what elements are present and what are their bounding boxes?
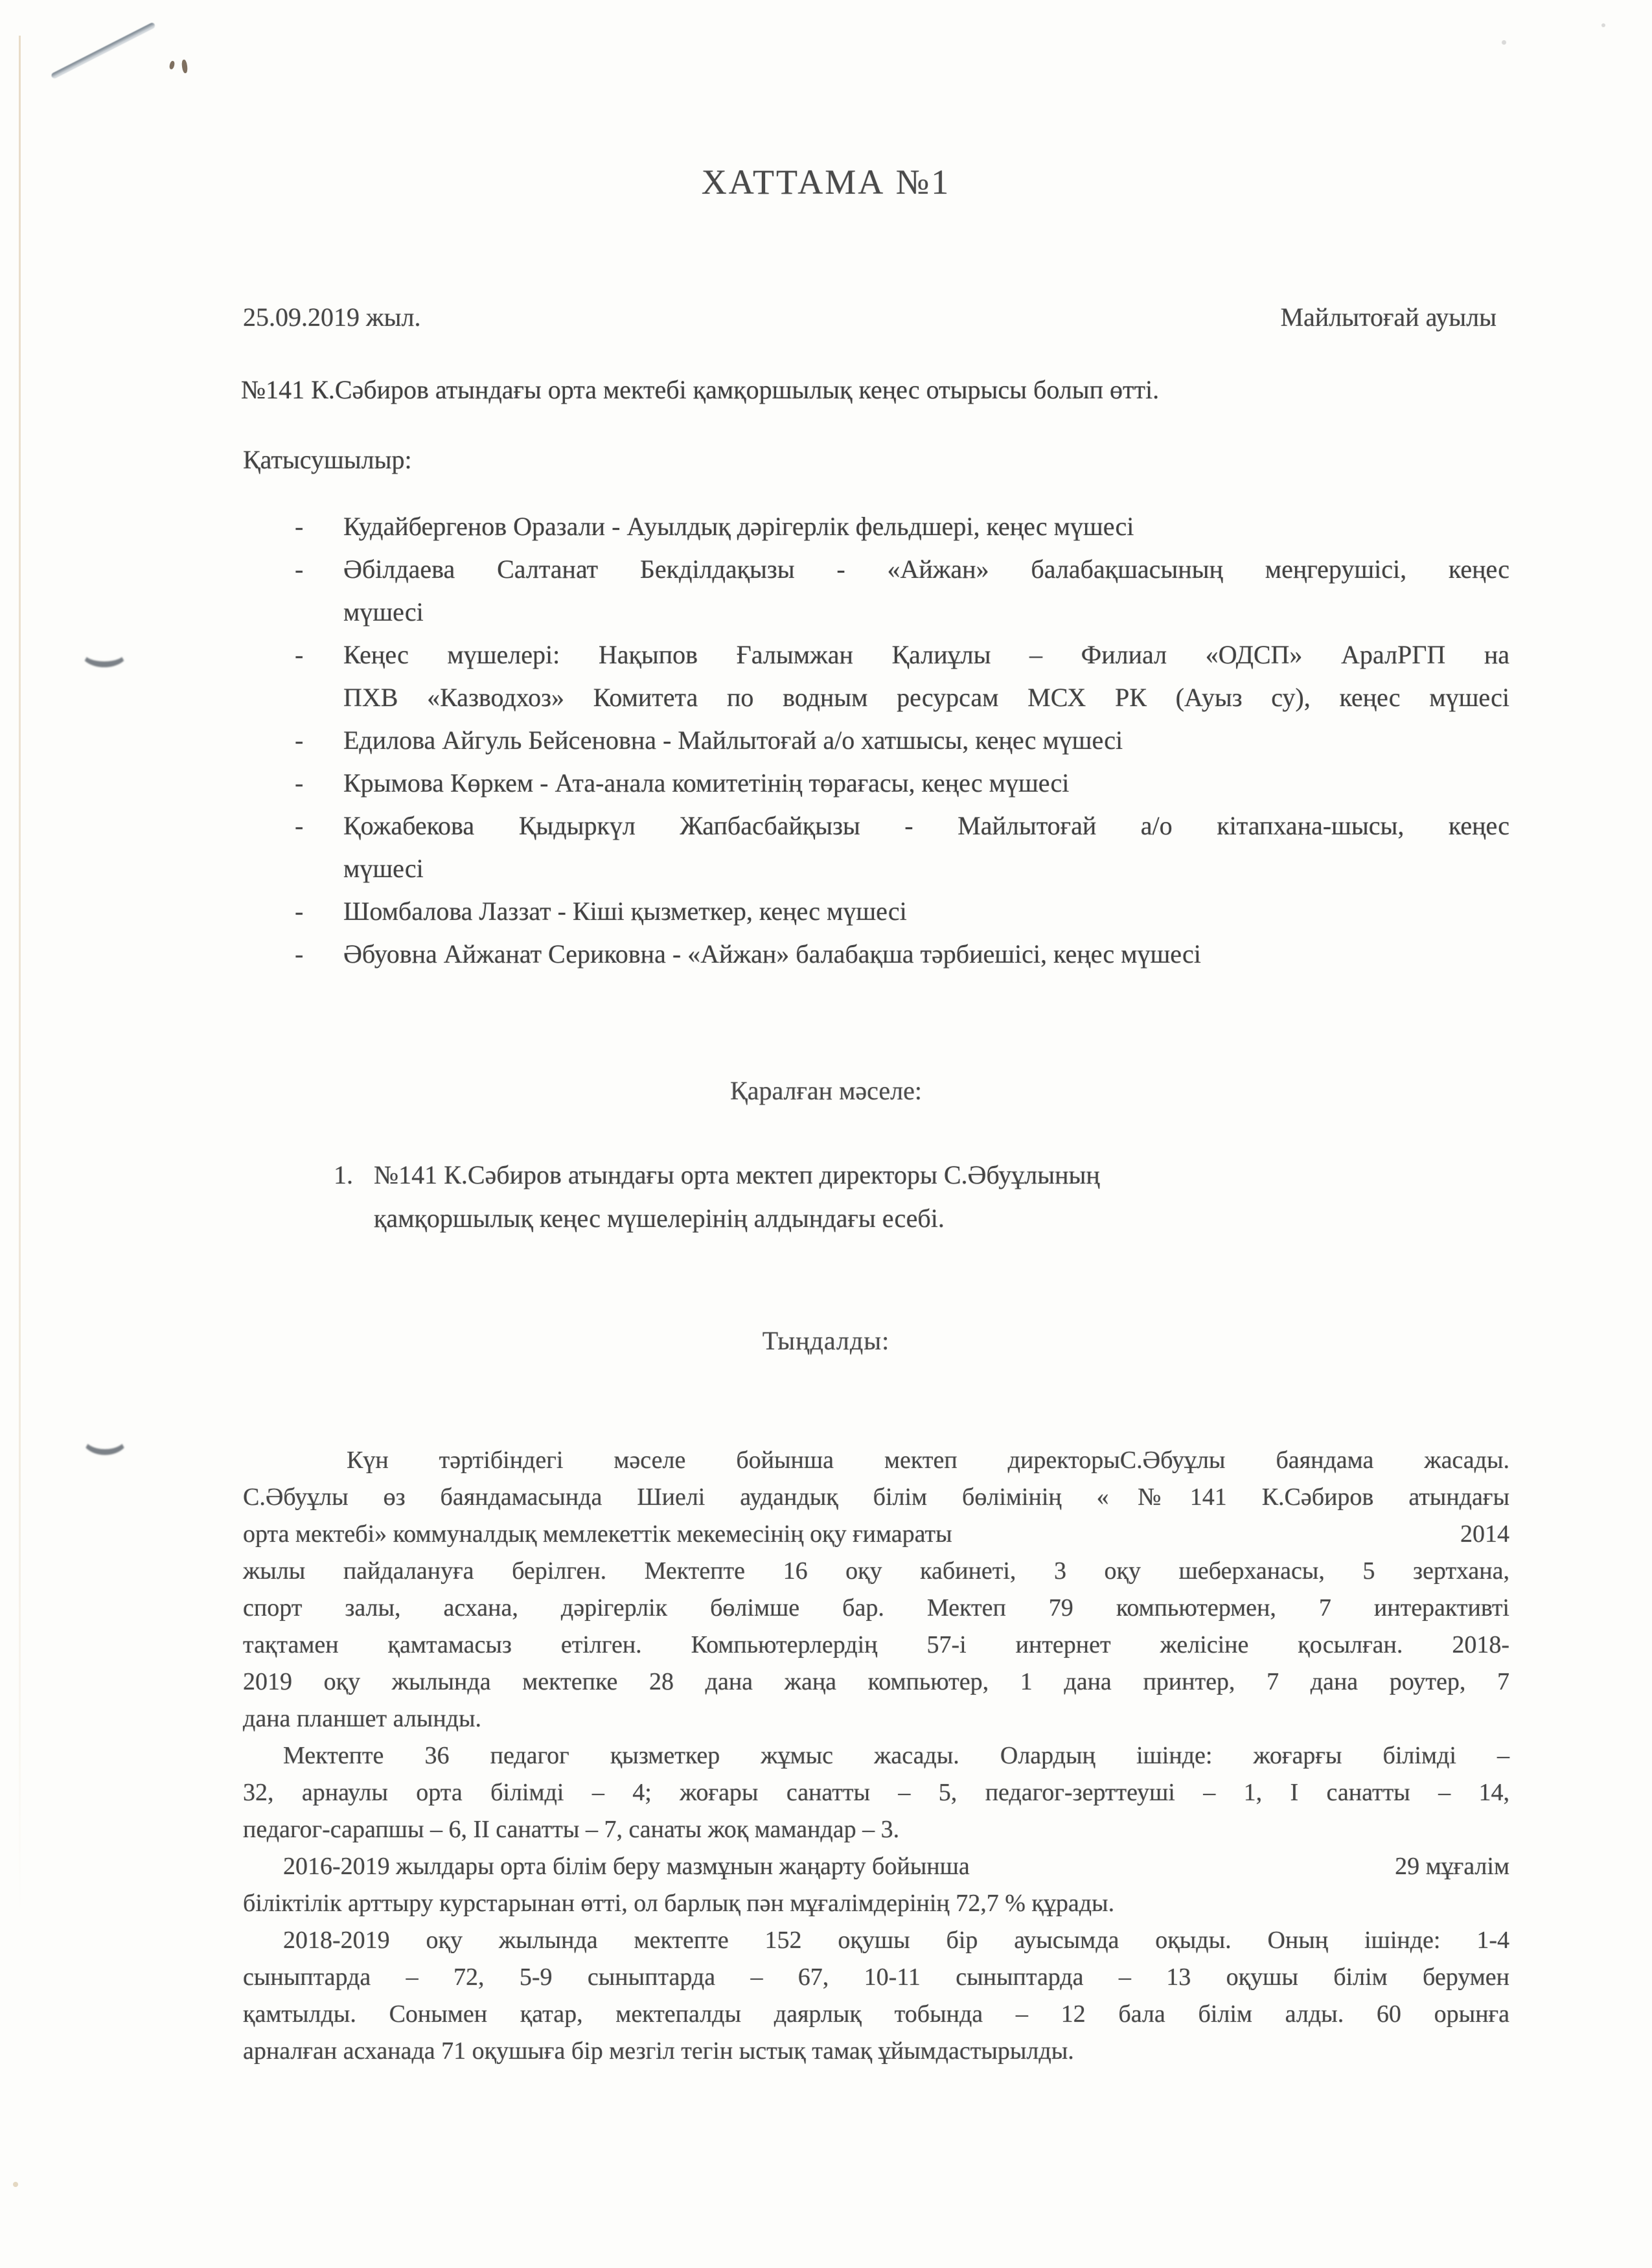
- agenda-line: №141 К.Сәбиров атындағы орта мектеп директоры С.Әбуұлының: [374, 1160, 1100, 1189]
- body-line-right: 29 мұғалім: [1395, 1853, 1509, 1880]
- ink-speck: [169, 60, 176, 69]
- body-line-right: 2014: [1460, 1520, 1509, 1548]
- participants-list: [295, 505, 1509, 976]
- participant-line: Шомбалова Лаззат - Кіші қызметкер, кеңес мүшесі: [343, 897, 907, 926]
- participant-item: [295, 634, 1509, 719]
- participant-line: Әбуовна Айжанат Сериковна - «Айжан» балабақша тәрбиешісі, кеңес мүшесі: [343, 939, 1201, 968]
- ink-speck: [181, 60, 188, 74]
- participants-heading: Қатысушылыр:: [243, 445, 412, 474]
- scanner-edge-line: [19, 36, 21, 1914]
- intro-line: №141 К.Сәбиров атындағы орта мектебі қамқоршылық кеңес отырысы болып өтті.: [241, 375, 1160, 404]
- body-line-left: орта мектебі» коммуналдық мемлекеттік мекемесінің оқу ғимараты: [243, 1520, 952, 1548]
- body-line: арналған асханада 71 оқушыға бір мезгіл тегін ыстық тамақ ұйымдастырылды.: [243, 2037, 1074, 2065]
- fold-crease-mark: [81, 639, 128, 667]
- scan-speck: [13, 2182, 18, 2187]
- participant-line: мүшесі: [343, 854, 424, 883]
- body-line: Мектепте 36 педагог қызметкер жұмыс жасады. Олардың ішінде: жоғарғы білімді –: [283, 1742, 1509, 1769]
- participant-item: [295, 505, 1509, 548]
- agenda-heading: Қаралған мәселе:: [730, 1076, 922, 1105]
- participant-line: Крымова Көркем - Ата-анала комитетінің төрағасы, кеңес мүшесі: [343, 768, 1070, 797]
- pen-stroke-mark: [51, 22, 156, 80]
- body-line: педагог-сарапшы – 6, ІІ санатты – 7, санаты жоқ мамандар – 3.: [243, 1816, 900, 1843]
- participant-line: Кеңес мүшелері: Нақыпов Ғалымжан Қалиұлы – Филиал «ОДСП» АралРГП на: [343, 640, 1509, 669]
- body-line: сыныптарда – 72, 5-9 сыныптарда – 67, 10-11 сыныптарда – 13 оқушы білім берумен: [243, 1964, 1509, 1991]
- participant-line: ПХВ «Казводхоз» Комитета по водным ресурсам МСХ РК (Ауыз су), кеңес мүшесі: [343, 683, 1509, 712]
- agenda-item: [334, 1153, 1509, 1240]
- body-line: [243, 1848, 1509, 1885]
- body-line-left: 2016-2019 жылдары орта білім беру мазмұнын жаңарту бойынша: [283, 1853, 970, 1880]
- body-line: Күн тәртібіндегі мәселе бойынша мектеп директорыС.Әбуұлы баяндама жасады.: [347, 1447, 1509, 1474]
- body-line: С.Әбуұлы өз баяндамасында Шиелі аудандық білім бөлімінің «№141 К.Сәбиров атындағы: [243, 1483, 1509, 1511]
- participant-item: [295, 890, 1509, 933]
- body-line: дана планшет алынды.: [243, 1705, 482, 1732]
- participant-item: [295, 548, 1509, 634]
- body-line: 2018-2019 оқу жылында мектепте 152 оқушы бір ауысымда оқыды. Оның ішінде: 1-4: [283, 1927, 1509, 1954]
- participant-item: [295, 719, 1509, 762]
- participant-line: Әбілдаева Салтанат Бекділдақызы - «Айжан» балабақшасының меңгерушісі, кеңес: [343, 555, 1509, 584]
- scan-speck: [1502, 40, 1506, 45]
- participant-item: [295, 762, 1509, 805]
- body-line: жылы пайдалануға берілген. Мектепте 16 оқу кабинеті, 3 оқу шеберханасы, 5 зертхана,: [243, 1557, 1509, 1585]
- participant-line: Қожабекова Қыдыркүл Жапбасбайқызы - Майлытоғай а/о кітапхана-шысы, кеңес: [343, 811, 1509, 840]
- body-line: біліктілік арттыру курстарынан өтті, ол барлық пән мұғалімдерінің 72,7 % құрады.: [243, 1890, 1115, 1917]
- bullet-dash: -: [295, 640, 304, 669]
- bullet-dash: -: [295, 897, 304, 926]
- agenda-line: қамқоршылық кеңес мүшелерінің алдындағы есебі.: [374, 1204, 945, 1233]
- heard-heading: Тыңдалды:: [762, 1326, 890, 1355]
- bullet-dash: -: [295, 512, 304, 541]
- report-body: [243, 1442, 1509, 2070]
- page-title: ХАТТАМА №1: [701, 163, 951, 201]
- document-date: 25.09.2019 жыл.: [243, 303, 421, 332]
- agenda-number: 1.: [334, 1160, 353, 1189]
- fold-crease-mark: [82, 1421, 128, 1455]
- bullet-dash: -: [295, 811, 304, 840]
- document-place: Майлытоғай ауылы: [1280, 303, 1497, 332]
- scan-speck: [1601, 23, 1605, 27]
- participant-item: [295, 933, 1509, 976]
- participant-line: мүшесі: [343, 597, 424, 626]
- body-line: тақтамен қамтамасыз етілген. Компьютерлердің 57-і интернет желісіне қосылған. 2018-: [243, 1631, 1509, 1658]
- participant-line: Едилова Айгуль Бейсеновна - Майлытоғай а/о хатшысы, кеңес мүшесі: [343, 726, 1123, 755]
- bullet-dash: -: [295, 939, 304, 968]
- participant-line: Кудайбергенов Оразали - Ауылдық дәрігерлік фельдшері, кеңес мүшесі: [343, 512, 1134, 541]
- body-line: 2019 оқу жылында мектепке 28 дана жаңа компьютер, 1 дана принтер, 7 дана роутер, 7: [243, 1668, 1509, 1695]
- body-line: 32, арнаулы орта білімді – 4; жоғары санатты – 5, педагог-зерттеуші – 1, І санатты – 14,: [243, 1779, 1509, 1806]
- body-line: [243, 1516, 1509, 1553]
- bullet-dash: -: [295, 726, 304, 755]
- participant-item: [295, 805, 1509, 890]
- body-line: қамтылды. Сонымен қатар, мектепалды даярлық тобында – 12 бала білім алды. 60 орынға: [243, 2000, 1509, 2028]
- body-line: спорт залы, асхана, дәрігерлік бөлімше бар. Мектеп 79 компьютермен, 7 интерактивті: [243, 1594, 1509, 1621]
- date-place-row: [243, 302, 1497, 332]
- bullet-dash: -: [295, 555, 304, 584]
- bullet-dash: -: [295, 768, 304, 797]
